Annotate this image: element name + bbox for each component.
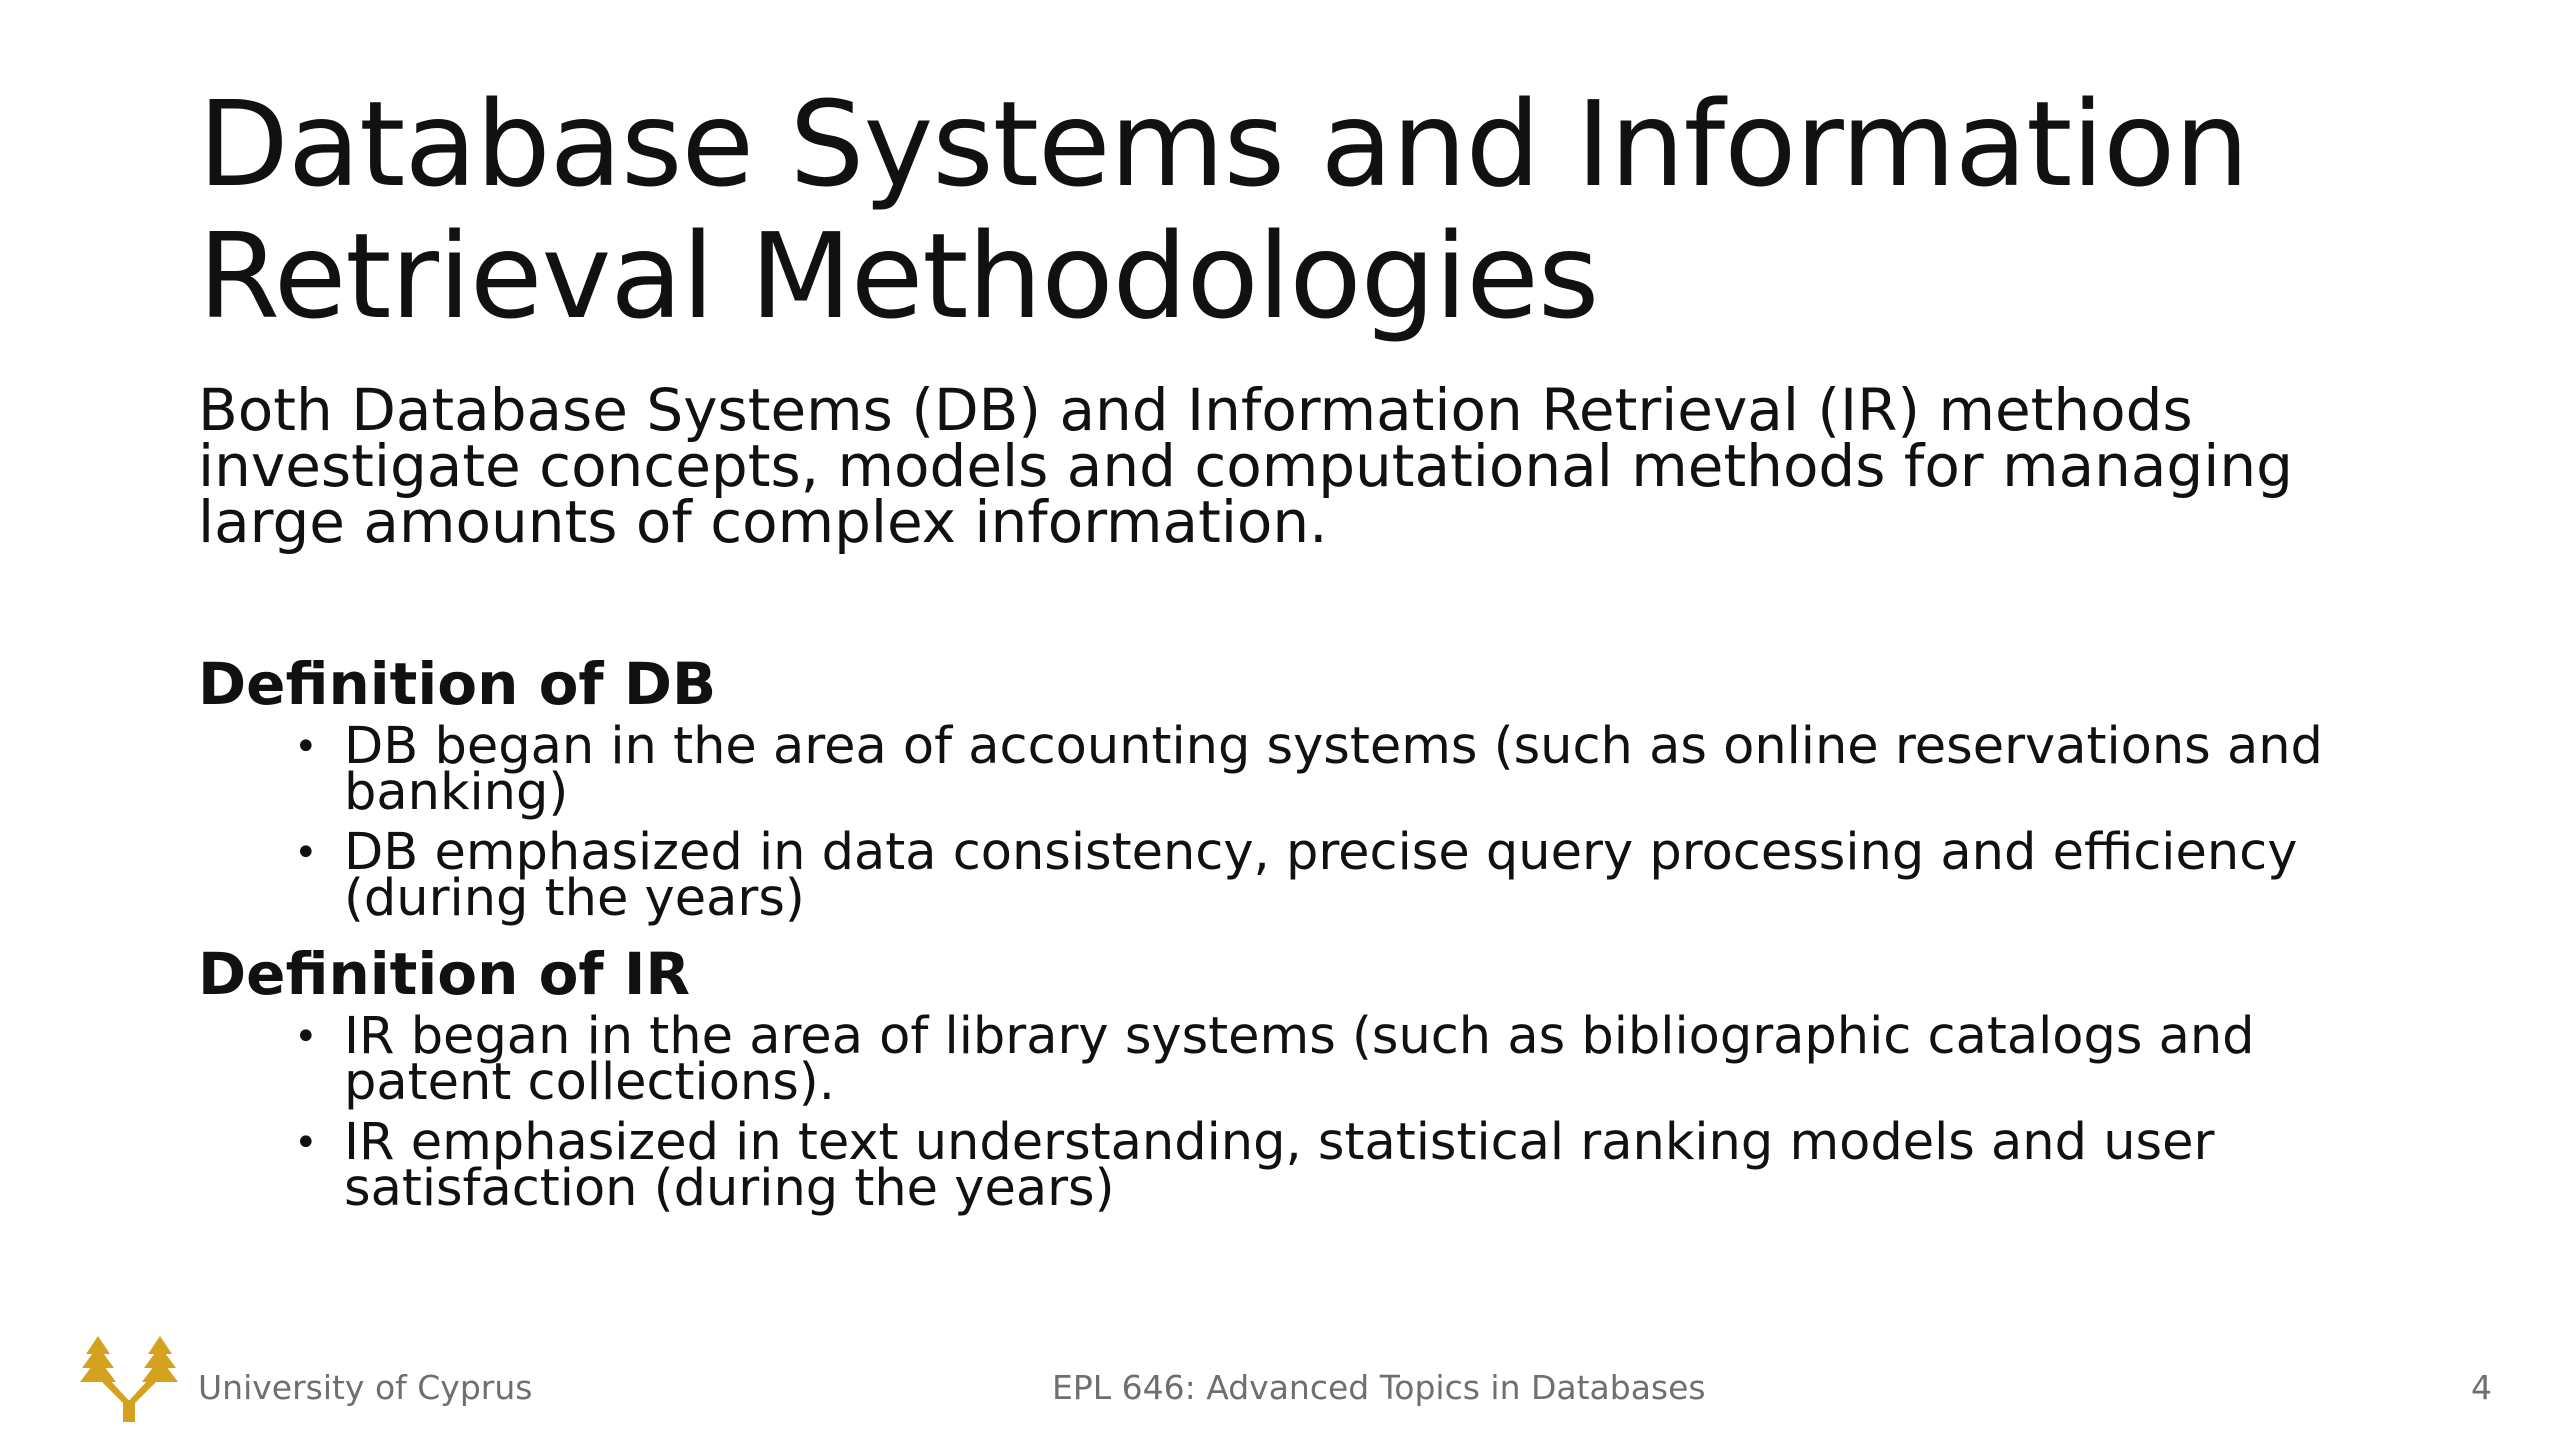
page-number: 4 <box>2471 1368 2492 1407</box>
bullet-text: DB began in the area of accounting systems (such as online reservations and banking) <box>344 717 2323 822</box>
university-of-cyprus-logo-icon <box>80 1332 178 1424</box>
bullet-icon: • <box>294 830 318 876</box>
list-item <box>288 717 2408 822</box>
bullet-text: IR began in the area of library systems (such as bibliographic catalogs and patent collections). <box>344 1007 2255 1112</box>
slide-intro-text: Both Database Systems (DB) and Information Retrieval (IR) methods investigate concepts, models and computational methods for managing large amounts of complex information. <box>198 376 2293 556</box>
db-bullet-list <box>288 717 2408 936</box>
section-heading-ir: Definition of IR <box>198 940 691 1008</box>
section-heading-db: Definition of DB <box>198 650 717 718</box>
footer-organization: University of Cyprus <box>198 1368 533 1407</box>
ir-bullet-list <box>288 1007 2408 1226</box>
bullet-icon: • <box>294 1120 318 1166</box>
list-item <box>288 1007 2408 1112</box>
list-item <box>288 823 2408 928</box>
bullet-icon: • <box>294 724 318 770</box>
slide-footer <box>0 1320 2560 1440</box>
slide-title: Database Systems and Information Retrieval Methodologies <box>198 75 2249 345</box>
bullet-icon: • <box>294 1014 318 1060</box>
footer-course-title: EPL 646: Advanced Topics in Databases <box>1052 1368 1706 1407</box>
bullet-text: DB emphasized in data consistency, precise query processing and efficiency (during the years) <box>344 823 2298 928</box>
list-item <box>288 1113 2408 1218</box>
bullet-text: IR emphasized in text understanding, statistical ranking models and user satisfaction (during the years) <box>344 1113 2215 1218</box>
